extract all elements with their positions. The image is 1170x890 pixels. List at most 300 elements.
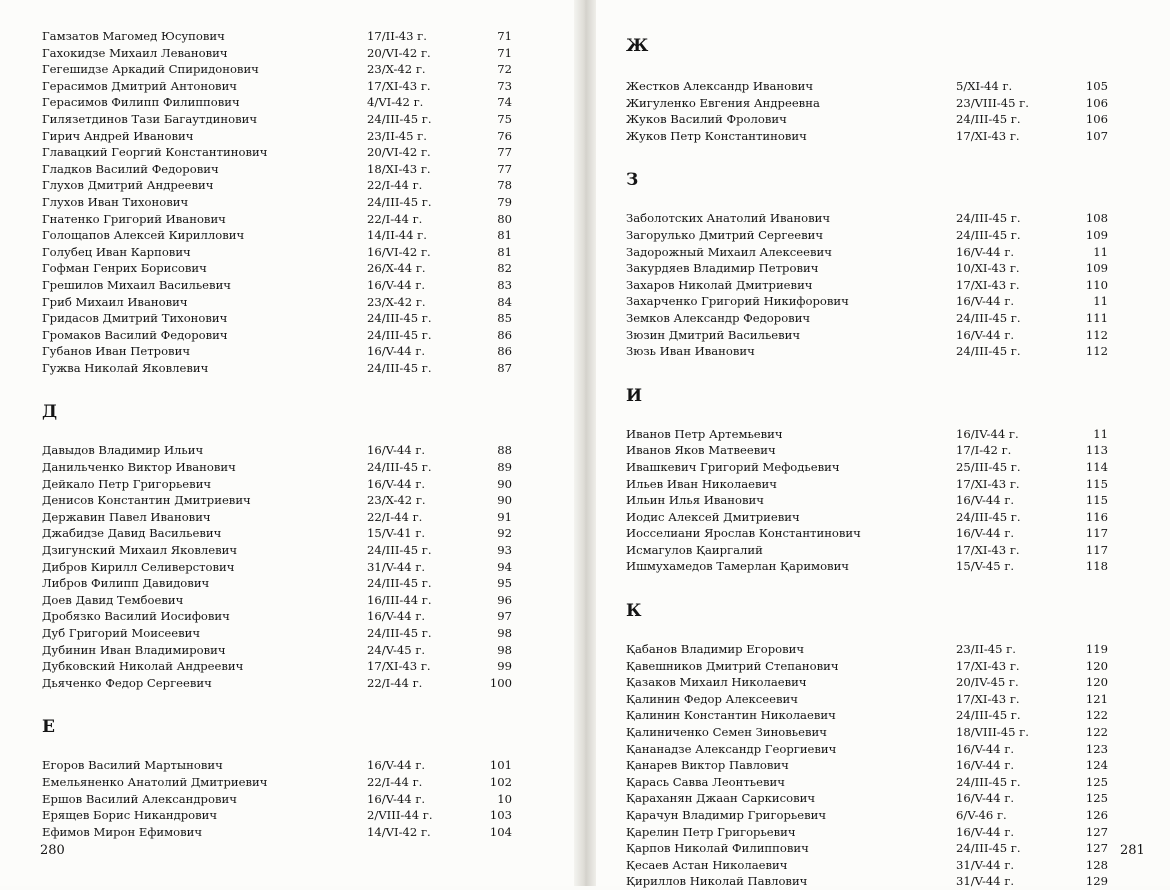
index-entry [626, 641, 1108, 658]
index-entry [626, 741, 1108, 758]
index-entry [626, 824, 1108, 841]
entry-date: 23/X-42 г. [367, 294, 426, 309]
index-entry [626, 343, 1108, 360]
index-entry [42, 642, 512, 659]
entry-date: 18/VIII-45 г. [956, 725, 1029, 740]
entry-number: 122 [1085, 708, 1108, 723]
entry-date: 5/XI-44 г. [956, 79, 1013, 93]
entry-name: Гахокидзе Михаил Леванович [42, 45, 228, 60]
entry-name: Дьяченко Федор Сергеевич [42, 675, 212, 690]
index-entry [626, 327, 1108, 344]
entry-number: 126 [1085, 808, 1108, 822]
entry-name: Денисов Константин Дмитриевич [42, 493, 251, 508]
entry-date: 16/V-44 г. [956, 327, 1015, 342]
index-entry [42, 227, 512, 244]
entry-name: Исмагулов Қаиргалий [626, 542, 763, 557]
entry-name: Қарась Савва Леонтьевич [626, 774, 785, 789]
entry-date: 23/X-42 г. [367, 493, 426, 508]
entry-name: Дибров Кирилл Селиверстович [42, 559, 235, 574]
entry-number: 117 [1085, 526, 1108, 541]
entry-name: Герасимов Филипп Филиппович [42, 95, 240, 110]
entry-name: Гужва Николай Яковлевич [42, 360, 209, 375]
index-entry [42, 824, 512, 841]
entry-date: 24/III-45 г. [956, 344, 1021, 359]
entry-date: 16/V-44 г. [367, 476, 426, 491]
entry-name: Дробязко Василий Иосифович [42, 609, 230, 624]
index-entry [42, 442, 512, 459]
section-letter-text: И [626, 385, 643, 406]
entry-name: Задорожный Михаил Алексеевич [626, 244, 832, 259]
index-entry [42, 111, 512, 128]
index-entry [42, 244, 512, 261]
entry-date: 24/III-45 г. [367, 111, 432, 126]
entry-date: 24/III-45 г. [367, 460, 432, 475]
entry-name: Қарпов Николай Филиппович [626, 841, 809, 856]
index-entry [626, 210, 1108, 227]
entry-number: 88 [497, 443, 512, 458]
entry-number: 79 [497, 194, 512, 209]
entry-name: Иодис Алексей Дмитриевич [626, 509, 800, 524]
entry-number: 74 [497, 95, 512, 110]
entry-number: 98 [497, 626, 512, 640]
entry-date: 16/V-44 г. [956, 741, 1015, 756]
entry-date: 24/III-45 г. [956, 774, 1021, 789]
index-entry [626, 111, 1108, 128]
entry-name: Қалинин Константин Николаевич [626, 708, 836, 723]
entry-name: Қалинин Федор Алексеевич [626, 691, 798, 706]
index-entry [42, 144, 512, 161]
entry-number: 81 [497, 228, 512, 243]
entry-name: Емельяненко Анатолий Дмитриевич [42, 774, 268, 789]
entry-name: Иванов Петр Артемьевич [626, 426, 783, 441]
entry-date: 31/V-44 г. [367, 559, 426, 574]
entry-date: 20/IV-45 г. [956, 675, 1019, 690]
entry-date: 24/III-45 г. [956, 841, 1021, 856]
entry-date: 10/XI-43 г. [956, 261, 1020, 276]
entry-date: 26/X-44 г. [367, 261, 426, 276]
entry-date: 16/V-44 г. [956, 493, 1015, 508]
index-entry [626, 244, 1108, 261]
entry-number: 111 [1085, 310, 1108, 325]
index-entry [626, 558, 1108, 575]
entry-date: 24/III-45 г. [367, 576, 432, 591]
entry-date: 31/V-44 г. [956, 874, 1015, 889]
entry-date: 16/V-44 г. [956, 526, 1015, 541]
entry-date: 24/III-45 г. [367, 311, 432, 326]
index-entry [42, 542, 512, 559]
entry-date: 24/III-45 г. [956, 112, 1021, 127]
index-entry [42, 28, 512, 45]
entry-number: 109 [1085, 261, 1108, 276]
index-entry [42, 509, 512, 526]
entry-number: 107 [1085, 128, 1108, 143]
index-entry [42, 360, 512, 377]
index-entry [626, 476, 1108, 493]
entry-name: Гнатенко Григорий Иванович [42, 211, 226, 226]
entry-number: 71 [497, 29, 512, 43]
entry-name: Иосселиани Ярослав Константинович [626, 526, 861, 541]
entry-number: 75 [497, 111, 512, 126]
entry-date: 24/III-45 г. [367, 543, 432, 558]
entry-number: 124 [1085, 758, 1108, 773]
entry-name: Гладков Василий Федорович [42, 161, 219, 176]
index-entry [42, 592, 512, 609]
entry-number: 106 [1085, 95, 1108, 110]
index-entry [42, 45, 512, 62]
index-entry [626, 293, 1108, 310]
entry-name: Голощапов Алексей Кириллович [42, 228, 245, 243]
entry-number: 91 [497, 509, 512, 524]
entry-date: 24/III-45 г. [956, 310, 1021, 325]
entry-date: 20/VI-42 г. [367, 45, 431, 60]
entry-name: Қазаков Михаил Николаевич [626, 675, 807, 690]
index-entry [626, 790, 1108, 807]
book-gutter [574, 0, 596, 886]
entry-date: 17/XI-43 г. [956, 277, 1020, 292]
entry-number: 108 [1085, 211, 1108, 226]
index-entry [626, 260, 1108, 277]
entry-name: Дейкало Петр Григорьевич [42, 476, 212, 491]
entry-name: Жуков Петр Константинович [626, 128, 807, 143]
entry-number: 90 [497, 493, 512, 508]
entry-name: Заболотских Анатолий Иванович [626, 211, 831, 226]
index-entry [626, 277, 1108, 294]
entry-name: Жестков Александр Иванович [626, 79, 814, 93]
entry-name: Державин Павел Иванович [42, 509, 211, 524]
entry-name: Глухов Дмитрий Андреевич [42, 178, 214, 193]
index-entry [42, 94, 512, 111]
entry-number: 125 [1085, 774, 1108, 789]
entry-date: 24/III-45 г. [367, 360, 432, 375]
right-page-number: 281 [1120, 843, 1145, 858]
index-entry [42, 791, 512, 808]
index-entry [42, 757, 512, 774]
entry-name: Голубец Иван Карпович [42, 244, 191, 259]
entry-date: 16/V-44 г. [367, 344, 426, 359]
entry-name: Иванов Яков Матвеевич [626, 443, 776, 458]
entry-name: Захаров Николай Дмитриевич [626, 277, 813, 292]
index-entry [626, 873, 1108, 890]
entry-date: 24/III-45 г. [956, 708, 1021, 723]
index-entry [626, 757, 1108, 774]
entry-name: Ишмухамедов Тамерлан Қаримович [626, 559, 849, 574]
index-entry [626, 459, 1108, 476]
entry-number: 95 [497, 576, 512, 591]
entry-name: Либров Филипп Давидович [42, 576, 210, 591]
entry-date: 16/V-44 г. [956, 791, 1015, 806]
entry-name: Қараханян Джаан Саркисович [626, 791, 816, 806]
left-page-number: 280 [40, 843, 65, 858]
entry-number: 73 [497, 78, 512, 93]
section-letter [42, 691, 512, 757]
entry-name: Земков Александр Федорович [626, 310, 811, 325]
index-entry [626, 227, 1108, 244]
index-entry [42, 675, 512, 692]
entry-name: Доев Давид Тембоевич [42, 592, 184, 607]
entry-number: 102 [489, 774, 512, 789]
entry-number: 105 [1085, 79, 1108, 93]
entry-number: 103 [489, 808, 512, 823]
entry-number: 127 [1085, 841, 1108, 856]
entry-name: Қарелин Петр Григорьевич [626, 824, 796, 839]
entry-number: 116 [1085, 509, 1108, 524]
index-entry [626, 492, 1108, 509]
entry-number: 120 [1085, 658, 1108, 673]
entry-number: 92 [497, 526, 512, 541]
entry-name: Қалиниченко Семен Зиновьевич [626, 725, 827, 740]
entry-number: 86 [497, 327, 512, 342]
index-entry [626, 95, 1108, 112]
entry-number: 115 [1085, 476, 1108, 491]
entry-name: Жуков Василий Фролович [626, 112, 787, 127]
entry-name: Дубковский Николай Андреевич [42, 659, 244, 674]
index-entry [626, 724, 1108, 741]
section-letter [42, 376, 512, 442]
index-entry [626, 128, 1108, 145]
section-letter [626, 144, 1108, 210]
index-entry [626, 310, 1108, 327]
entry-name: Егоров Василий Мартынович [42, 758, 223, 773]
entry-number: 93 [497, 543, 512, 558]
entry-name: Ильев Иван Николаевич [626, 476, 777, 491]
entry-number: 78 [497, 178, 512, 193]
entry-number: 10 [497, 791, 512, 806]
entry-date: 14/II-44 г. [367, 228, 427, 243]
index-entry [626, 691, 1108, 708]
index-entry [42, 161, 512, 178]
index-entry [42, 260, 512, 277]
entry-date: 4/VI-42 г. [367, 95, 424, 110]
entry-number: 83 [497, 277, 512, 292]
entry-date: 23/X-42 г. [367, 62, 426, 77]
entry-date: 17/XI-43 г. [956, 658, 1020, 673]
entry-number: 72 [497, 62, 512, 77]
entry-date: 16/V-44 г. [956, 244, 1015, 259]
entry-date: 22/I-44 г. [367, 675, 423, 690]
entry-number: 112 [1085, 327, 1108, 342]
entry-date: 17/I-42 г. [956, 443, 1012, 458]
entry-number: 122 [1085, 725, 1108, 740]
index-entry [42, 343, 512, 360]
entry-name: Герасимов Дмитрий Антонович [42, 78, 237, 93]
entry-number: 99 [497, 659, 512, 674]
entry-name: Қанарев Виктор Павлович [626, 758, 789, 773]
index-entry [42, 78, 512, 95]
index-entry [626, 674, 1108, 691]
index-entry [42, 177, 512, 194]
entry-number: 71 [497, 45, 512, 60]
entry-number: 118 [1085, 559, 1108, 574]
index-entry [626, 857, 1108, 874]
section-letter-text: З [626, 170, 639, 191]
entry-date: 24/III-45 г. [956, 227, 1021, 242]
index-entry [42, 211, 512, 228]
entry-number: 82 [497, 261, 512, 276]
entry-name: Гридасов Дмитрий Тихонович [42, 311, 228, 326]
entry-number: 115 [1085, 493, 1108, 508]
entry-name: Қабанов Владимир Егорович [626, 642, 805, 657]
index-entry [42, 128, 512, 145]
entry-date: 18/XI-43 г. [367, 161, 431, 176]
entry-date: 24/III-45 г. [956, 211, 1021, 226]
entry-number: 123 [1085, 741, 1108, 756]
index-entry [626, 442, 1108, 459]
entry-name: Қириллов Николай Павлович [626, 874, 808, 889]
entry-name: Давыдов Владимир Ильич [42, 443, 204, 458]
entry-date: 23/II-45 г. [956, 642, 1016, 657]
entry-date: 31/V-44 г. [956, 857, 1015, 872]
entry-date: 17/XI-43 г. [367, 78, 431, 93]
entry-date: 20/VI-42 г. [367, 145, 431, 160]
entry-date: 17/XI-43 г. [956, 691, 1020, 706]
entry-number: 89 [497, 460, 512, 475]
entry-date: 16/VI-42 г. [367, 244, 431, 259]
index-entry [42, 194, 512, 211]
entry-number: 110 [1085, 277, 1108, 292]
entry-date: 16/V-44 г. [367, 758, 426, 773]
entry-number: 90 [497, 476, 512, 491]
index-entry [42, 277, 512, 294]
entry-date: 25/III-45 г. [956, 459, 1021, 474]
index-entry [42, 625, 512, 642]
entry-number: 97 [497, 609, 512, 624]
entry-name: Зюзин Дмитрий Васильевич [626, 327, 801, 342]
entry-number: 80 [497, 211, 512, 226]
index-entry [626, 807, 1108, 824]
entry-name: Захарченко Григорий Никифорович [626, 294, 849, 309]
index-entry [42, 807, 512, 824]
entry-date: 16/V-44 г. [956, 758, 1015, 773]
entry-name: Ильин Илья Иванович [626, 493, 764, 508]
entry-name: Ефимов Мирон Ефимович [42, 824, 203, 839]
entry-number: 96 [497, 592, 512, 607]
index-entry [42, 294, 512, 311]
entry-name: Главацкий Георгий Константинович [42, 145, 268, 160]
entry-date: 16/V-44 г. [956, 294, 1015, 309]
entry-name: Қананадзе Александр Георгиевич [626, 741, 837, 756]
index-entry [42, 310, 512, 327]
entry-name: Гирич Андрей Иванович [42, 128, 194, 143]
index-entry [626, 658, 1108, 675]
entry-date: 15/V-45 г. [956, 559, 1015, 574]
index-entry [42, 559, 512, 576]
entry-name: Ивашкевич Григорий Мефодьевич [626, 459, 840, 474]
entry-name: Губанов Иван Петрович [42, 344, 190, 359]
index-entry [42, 476, 512, 493]
entry-number: 100 [489, 675, 512, 690]
entry-date: 24/III-45 г. [956, 509, 1021, 524]
left-page-index [42, 28, 512, 840]
entry-number: 129 [1085, 874, 1108, 889]
entry-date: 24/III-45 г. [367, 626, 432, 640]
entry-number: 113 [1085, 443, 1108, 458]
index-entry [626, 426, 1108, 443]
entry-name: Қавешников Дмитрий Степанович [626, 658, 839, 673]
entry-name: Жигуленко Евгения Андреевна [626, 95, 820, 110]
entry-date: 17/XI-43 г. [956, 128, 1020, 143]
entry-name: Гегешидзе Аркадий Спиридонович [42, 62, 259, 77]
entry-number: 11 [1093, 294, 1108, 309]
entry-number: 120 [1085, 675, 1108, 690]
entry-name: Дуб Григорий Моисеевич [42, 626, 201, 640]
entry-date: 16/V-44 г. [367, 443, 426, 458]
index-entry [42, 774, 512, 791]
entry-number: 11 [1093, 426, 1108, 441]
entry-date: 16/III-44 г. [367, 592, 432, 607]
section-letter [626, 28, 1108, 78]
index-entry [42, 658, 512, 675]
entry-date: 17/XI-43 г. [367, 659, 431, 674]
entry-date: 6/V-46 г. [956, 808, 1007, 822]
entry-number: 81 [497, 244, 512, 259]
entry-number: 121 [1085, 691, 1108, 706]
entry-name: Загорулько Дмитрий Сергеевич [626, 227, 824, 242]
section-letter-text: Ж [626, 36, 649, 56]
entry-number: 106 [1085, 112, 1108, 127]
entry-date: 23/II-45 г. [367, 128, 427, 143]
entry-name: Дубинин Иван Владимирович [42, 642, 226, 657]
entry-date: 22/I-44 г. [367, 211, 423, 226]
entry-number: 112 [1085, 344, 1108, 359]
entry-date: 22/I-44 г. [367, 774, 423, 789]
entry-name: Глухов Иван Тихонович [42, 194, 189, 209]
index-entry [42, 327, 512, 344]
entry-number: 104 [489, 824, 512, 839]
entry-number: 77 [497, 161, 512, 176]
entry-number: 119 [1085, 642, 1108, 657]
entry-number: 128 [1085, 857, 1108, 872]
entry-date: 2/VIII-44 г. [367, 808, 433, 823]
entry-number: 86 [497, 344, 512, 359]
entry-name: Дзигунский Михаил Яковлевич [42, 543, 238, 558]
section-letter-text: Д [42, 402, 58, 423]
index-entry [626, 525, 1108, 542]
entry-date: 24/III-45 г. [367, 194, 432, 209]
index-entry [626, 774, 1108, 791]
entry-date: 23/VIII-45 г. [956, 95, 1029, 110]
entry-name: Грешилов Михаил Васильевич [42, 277, 231, 292]
entry-number: 127 [1085, 824, 1108, 839]
index-entry [42, 492, 512, 509]
right-page-index [626, 28, 1108, 890]
entry-number: 117 [1085, 542, 1108, 557]
entry-name: Гофман Генрих Борисович [42, 261, 207, 276]
entry-date: 22/I-44 г. [367, 178, 423, 193]
entry-name: Данильченко Виктор Иванович [42, 460, 236, 475]
section-letter [626, 360, 1108, 426]
entry-date: 17/XI-43 г. [956, 542, 1020, 557]
section-letter-text: Е [42, 717, 55, 738]
index-entry [626, 542, 1108, 559]
entry-name: Ершов Василий Александрович [42, 791, 237, 806]
entry-date: 16/V-44 г. [367, 791, 426, 806]
entry-date: 14/VI-42 г. [367, 824, 431, 839]
section-letter [626, 575, 1108, 641]
index-entry [42, 608, 512, 625]
entry-number: 77 [497, 145, 512, 160]
section-letter-text: К [626, 601, 642, 622]
index-entry [42, 525, 512, 542]
entry-date: 17/XI-43 г. [956, 476, 1020, 491]
entry-number: 125 [1085, 791, 1108, 806]
entry-name: Джабидзе Давид Васильевич [42, 526, 222, 541]
index-entry [626, 707, 1108, 724]
entry-date: 17/II-43 г. [367, 29, 427, 43]
entry-name: Қарачун Владимир Григорьевич [626, 808, 827, 822]
entry-date: 16/V-44 г. [367, 609, 426, 624]
index-entry [626, 509, 1108, 526]
entry-number: 101 [489, 758, 512, 773]
